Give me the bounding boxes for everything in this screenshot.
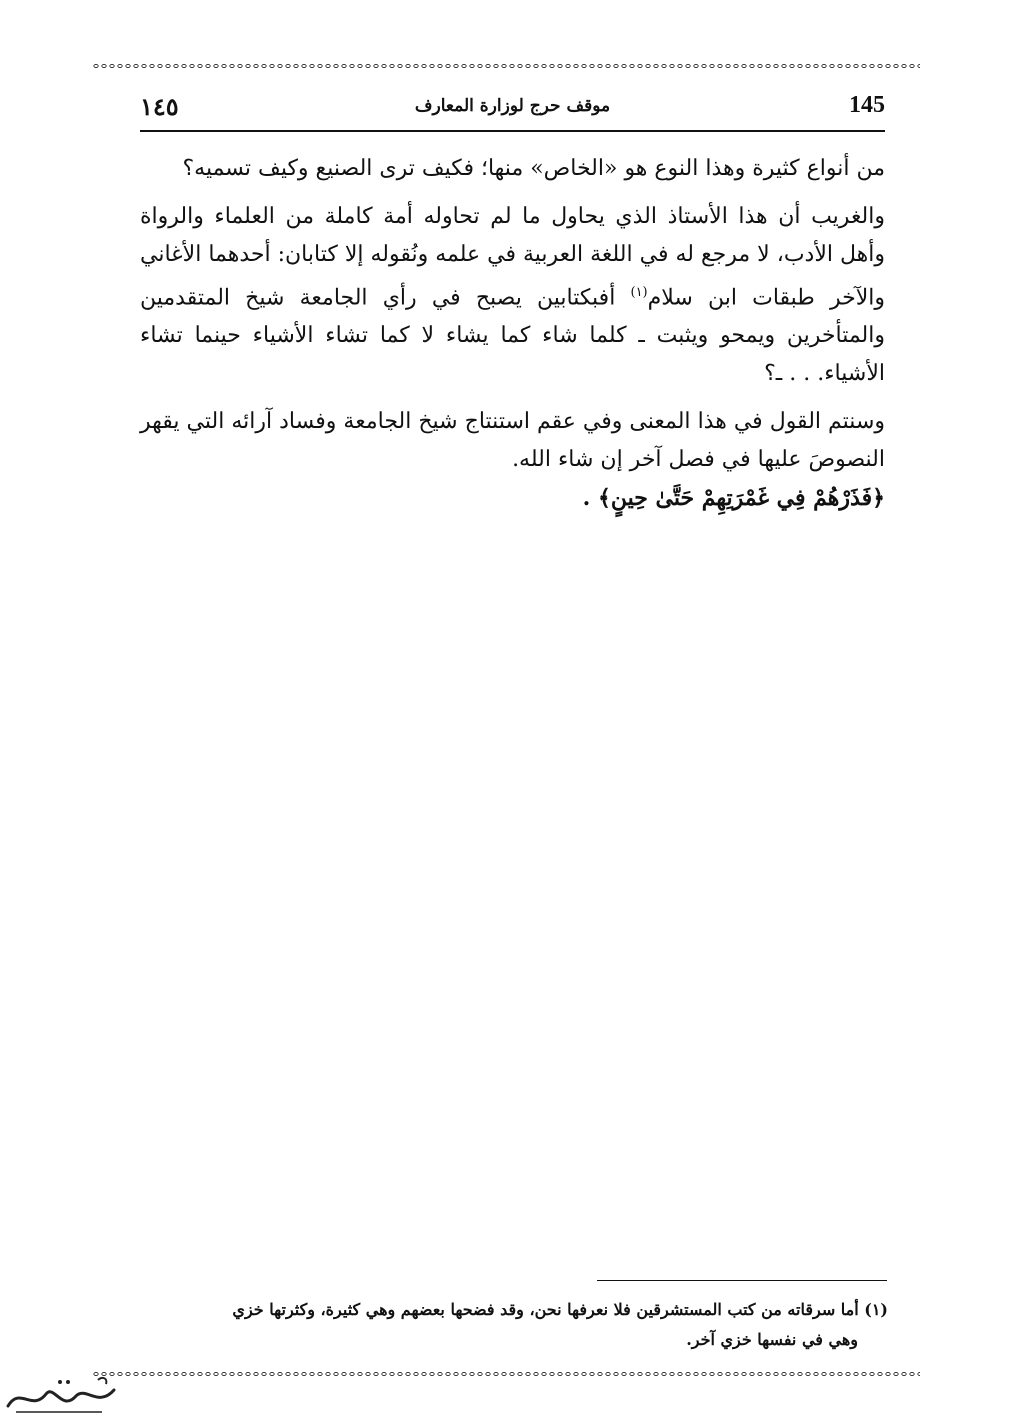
page-number-arabic: ١٤٥ xyxy=(140,92,179,121)
footnote-line-2: وهي في نفسها خزي آخر. xyxy=(686,1330,858,1349)
calligraphy-logo-icon xyxy=(2,1372,122,1424)
decorative-border-bottom xyxy=(92,1370,920,1378)
paragraph-2-text: والغريب أن هذا الأستاذ الذي يحاول ما لم تحاوله أمة كاملة من العلماء والرواة وأهل الأدب، لا مرجع له في اللغة العربية في علمه ونُقوله إلا كتابان: أحدهما الأغاني والآخر طبقات ابن سلام xyxy=(140,204,885,311)
paragraph-2 xyxy=(140,198,885,393)
page-number-latin: 145 xyxy=(849,92,885,118)
footnote xyxy=(140,1295,888,1355)
running-title: موقف حرج لوزارة المعارف xyxy=(414,96,611,116)
quran-verse: ﴿فَذَرْهُمْ فِي غَمْرَتِهِمْ حَتَّىٰ حِينٍ﴾ . xyxy=(582,485,885,512)
page-header xyxy=(140,92,885,124)
paragraph-2-continued: أفبكتابين يصبح في رأي الجامعة شيخ المتقدمين والمتأخرين ويمحو ويثبت ـ كلما شاء كما يشاء لا كما تشاء الأشياء حينما تشاء الأشياء. . . ـ؟ xyxy=(140,285,885,387)
paragraph-1: من أنواع كثيرة وهذا النوع هو «الخاص» منها؛ فكيف ترى الصنيع وكيف تسميه؟ xyxy=(182,156,885,181)
header-rule xyxy=(140,130,885,132)
main-text xyxy=(140,150,885,527)
decorative-border-top xyxy=(92,62,920,70)
footnote-line-1: (١) أما سرقاته من كتب المستشرقين فلا نعرفها نحن، وقد فضحها بعضهم وهي كثيرة، وكثرتها خزي xyxy=(232,1300,888,1319)
paragraph-3: وسنتم القول في هذا المعنى وفي عقم استنتاج شيخ الجامعة وفساد آرائه التي يقهر النصوصَ عليها في فصل آخر إن شاء الله. xyxy=(140,409,885,473)
footnote-marker: (١) xyxy=(630,285,648,300)
footnote-rule xyxy=(597,1280,887,1281)
